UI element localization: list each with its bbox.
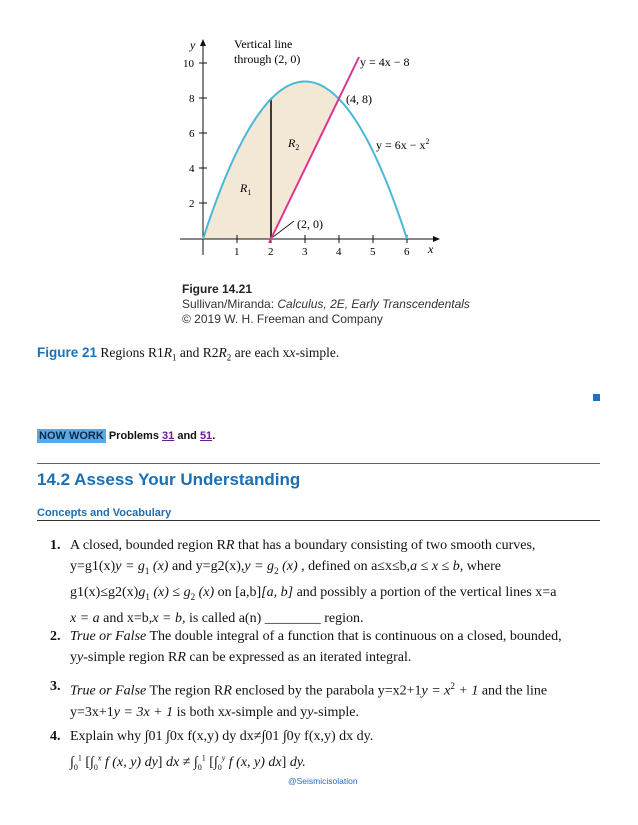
question-3: 3. True or False The region RR enclosed by the parabola $y=x2+1y = x^2 + 1$ and the line y=3x+1y = 3x + 1 is both xx-simple and yy-simple. bbox=[50, 679, 548, 720]
figure-copyright: © 2019 W. H. Freeman and Company bbox=[182, 312, 383, 326]
y-tick-6: 6 bbox=[189, 128, 195, 140]
annot-point-20: (2, 0) bbox=[297, 217, 323, 231]
annot-vertical-line-1: Vertical line bbox=[234, 37, 293, 51]
question-4: 4. Explain why ∫01 ∫0x f(x,y) dy dx≠∫01 ∫0y f(x,y) dx dy. $\int_0^1$ [$\int_0^x$ f (x, y) dy] dx ≠ $\int_0^1$ [$\int_0^y$ f (x, y) dx] dy. bbox=[50, 729, 374, 772]
x-tick-1: 1 bbox=[234, 246, 240, 258]
x-tick-6: 6 bbox=[404, 246, 410, 258]
annot-point-48: (4, 8) bbox=[346, 92, 372, 106]
parabola-region-figure bbox=[160, 30, 460, 290]
annot-line-eq: y = 4x − 8 bbox=[360, 55, 410, 69]
figure-source: Sullivan/Miranda: Calculus, 2E, Early Transcendentals bbox=[182, 297, 470, 311]
region-label-r1: $R_1$ bbox=[240, 181, 252, 197]
x-tick-4: 4 bbox=[336, 246, 342, 258]
question-1: 1. A closed, bounded region RR that has a boundary consisting of two smooth curves, $y=g1(x)y = g_1$ (x) and $y=g2(x),y = g_2$ (x) , defined on a≤x≤b,a ≤ x ≤ b, where $g1(x)\le g2(x)g_1$ $(x) \le g_2$ (x) on [a,b][a, b] and possibly a portion of the vertical lines x=a x = a and x=b,x = b, is called a(n) ________ region. bbox=[50, 538, 557, 626]
question-2: 2. True or False The double integral of a function that is continuous on a closed, bounded, yy-simple region RR can be expressed as an iterated integral. bbox=[50, 629, 562, 665]
subsection-divider bbox=[37, 520, 600, 521]
section-divider bbox=[37, 463, 600, 464]
y-tick-10: 10 bbox=[183, 58, 194, 70]
subsection-title: Concepts and Vocabulary bbox=[37, 507, 172, 519]
x-tick-2: 2 bbox=[268, 246, 274, 258]
figure-caption: Figure 21 Regions $R1R_1$ and $R2R_2$ are each xx-simple. bbox=[37, 345, 340, 363]
region-label-r2: $R_2$ bbox=[288, 136, 300, 152]
problem-link-31[interactable]: 31 bbox=[162, 430, 175, 442]
watermark: @Seismicisolation bbox=[288, 776, 358, 786]
figure-number: Figure 14.21 bbox=[182, 282, 253, 296]
y-tick-8: 8 bbox=[189, 93, 195, 105]
annot-parabola-eq: $y = 6x - x^2$ bbox=[376, 137, 430, 152]
now-work-line: NOW WORK Problems 31 and 51. bbox=[39, 430, 216, 442]
caption-label: Figure 21 bbox=[37, 345, 98, 360]
problem-link-51[interactable]: 51 bbox=[199, 430, 213, 442]
x-axis-arrow bbox=[433, 236, 440, 242]
y-axis-arrow bbox=[200, 39, 206, 46]
y-axis-label: y bbox=[190, 38, 196, 52]
x-tick-5: 5 bbox=[370, 246, 376, 258]
end-of-example-marker bbox=[593, 394, 600, 401]
y-tick-2: 2 bbox=[189, 198, 195, 210]
annot-vertical-line-2: through (2, 0) bbox=[234, 52, 301, 66]
x-axis-label: x bbox=[428, 242, 434, 256]
now-work-tag: NOW WORK bbox=[39, 430, 104, 442]
y-tick-4: 4 bbox=[189, 163, 195, 175]
section-title: 14.2 Assess Your Understanding bbox=[37, 470, 301, 489]
x-tick-3: 3 bbox=[302, 246, 308, 258]
question-4-math: $\int_0^1$ [$\int_0^x$ f (x, y) dy] dx ≠ $\int_0^1$ [$\int_0^y$ f (x, y) dx] dy. bbox=[70, 753, 306, 772]
